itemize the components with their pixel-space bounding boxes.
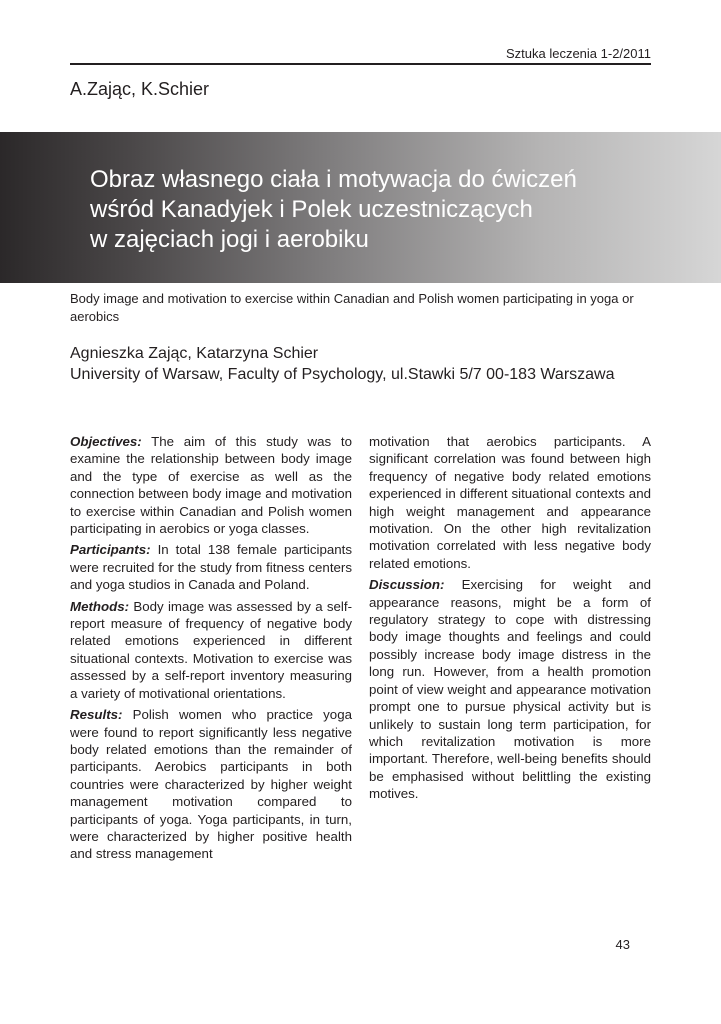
title-line-1: Obraz własnego ciała i motywacja do ćwiczeń — [90, 166, 577, 193]
page-number: 43 — [615, 937, 630, 952]
participants-label: Participants: — [70, 542, 151, 558]
running-authors: A.Zając, K.Schier — [70, 79, 210, 99]
title-line-2: wśród Kanadyjek i Polek uczestniczących — [90, 196, 533, 223]
objectives-label: Objectives: — [70, 434, 142, 449]
title-english: Body image and motivation to exercise within Canadian and Polish women participating in yoga or aerobics — [70, 291, 634, 324]
methods-paragraph — [70, 598, 352, 702]
results-continued: motivation that aerobics participants. A significant correlation was found between high frequency of negative body related emotions experienced in different situational contexts and high weight management and appearance motivation. On the other high revitalization motivation correlated with less negative body related emotions. — [369, 434, 651, 571]
discussion-text: Exercising for weight and appearance reasons, might be a form of regulatory strategy to cope with distressing body image thoughts and feelings and could possibly increase body image distress in the long run. However, from a health promotion point of view weight and appearance motivation prompt one to pursue physical activity but is unlikely to sustain long term participation, for which revitalization motivation is more important. Therefore, well-being benefits should be emphasised without belittling the existing motives. — [369, 577, 651, 802]
results-paragraph — [70, 706, 352, 863]
objectives-text: The aim of this study was to examine the relationship between body image and the type of exercise as well as the connection between body image and motivation to exercise within Canadian and Polish women participating in aerobics or yoga classes. — [70, 434, 352, 537]
authors: Agnieszka Zając, Katarzyna Schier — [70, 345, 319, 362]
discussion-label: Discussion: — [369, 577, 445, 593]
methods-label: Methods: — [70, 598, 130, 614]
participants-paragraph — [70, 541, 352, 593]
abstract-column-right — [369, 433, 651, 807]
header-rule — [70, 63, 651, 65]
results-label: Results: — [70, 707, 123, 723]
objectives-paragraph — [70, 433, 352, 537]
abstract-column-left — [70, 433, 352, 867]
journal-header: Sztuka leczenia 1-2/2011 — [505, 46, 651, 61]
author-block — [70, 343, 670, 385]
affiliation: University of Warsaw, Faculty of Psychology, ul.Stawki 5/7 00-183 Warszawa — [70, 366, 615, 383]
title-polish — [90, 165, 690, 255]
results-text-left: Polish women who practice yoga were found to report significantly less negative body related emotions than the remainder of participants. Aerobics participants in both countries were characterized by higher weight management motivation compared to participants of yoga. Yoga participants, in turn, were characterized by higher positive health and stress management — [70, 707, 352, 862]
discussion-paragraph — [369, 576, 651, 802]
participants-text: In total 138 female participants were recruited for the study from fitness centers and yoga studios in Canada and Poland. — [70, 542, 352, 593]
methods-text: Body image was assessed by a self-report measure of frequency of negative body related emotions experienced in different situational contexts. Motivation to exercise was assessed by a self-report inventory measuring a variety of motivational orientations. — [70, 598, 352, 701]
title-line-3: w zajęciach jogi i aerobiku — [90, 226, 369, 253]
